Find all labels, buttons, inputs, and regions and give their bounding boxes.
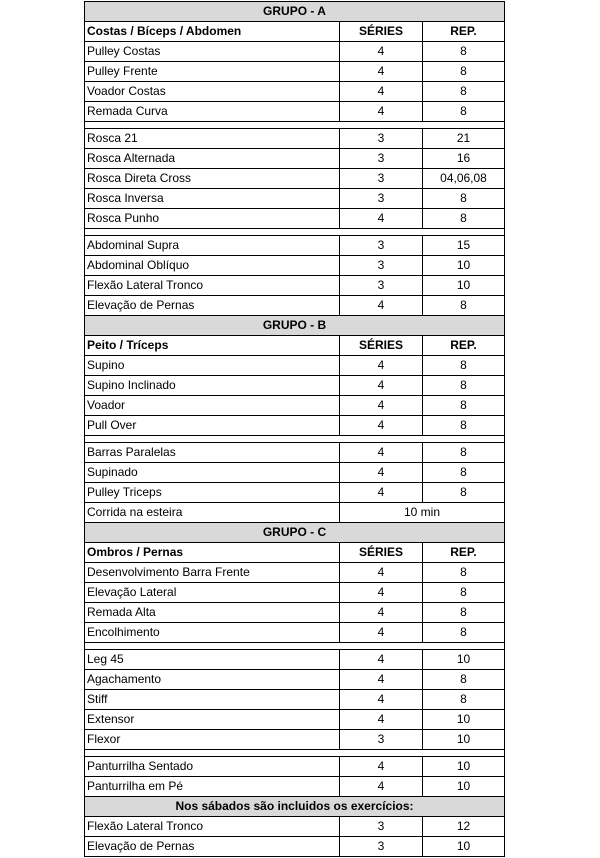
exercise-name: Flexão Lateral Tronco (85, 817, 340, 836)
exercise-reps: 8 (460, 64, 467, 78)
group-title: GRUPO - A (263, 4, 326, 18)
exercise-reps: 10 (456, 712, 471, 726)
exercise-series: 4 (340, 710, 423, 729)
exercise-series: 4 (340, 623, 423, 642)
exercise-name: Elevação de Pernas (85, 837, 340, 856)
exercise-duration: 10 min (403, 505, 441, 519)
exercise-name: Rosca 21 (85, 129, 340, 148)
exercise-reps: 04,06,08 (440, 171, 487, 185)
exercise-series: 3 (340, 189, 423, 208)
exercise-name: Flexão Lateral Tronco (85, 276, 340, 295)
exercise-reps: 8 (460, 358, 467, 372)
exercise-name: Barras Paralelas (85, 443, 340, 462)
exercise-name: Supinado (85, 463, 340, 482)
exercise-reps: 10 (456, 258, 471, 272)
exercise-series: 3 (340, 730, 423, 749)
exercise-series: 3 (340, 169, 423, 188)
exercise-series: 4 (340, 690, 423, 709)
workout-table (84, 1, 505, 857)
exercise-series: 4 (340, 650, 423, 669)
exercise-row (84, 149, 505, 169)
exercise-reps: 12 (456, 819, 471, 833)
exercise-reps: 16 (456, 151, 471, 165)
exercise-name: Elevação de Pernas (85, 296, 340, 315)
exercise-reps: 8 (460, 625, 467, 639)
exercise-series: 3 (340, 276, 423, 295)
exercise-row (84, 169, 505, 189)
exercise-name: Leg 45 (85, 650, 340, 669)
exercise-name: Abdominal Supra (85, 236, 340, 255)
exercise-row (84, 416, 505, 436)
exercise-reps: 8 (460, 378, 467, 392)
exercise-series: 4 (340, 296, 423, 315)
exercise-reps: 10 (456, 779, 471, 793)
exercise-name: Stiff (85, 690, 340, 709)
exercise-name: Rosca Direta Cross (85, 169, 340, 188)
exercise-series: 4 (340, 670, 423, 689)
exercise-series: 4 (340, 563, 423, 582)
exercise-row (84, 256, 505, 276)
exercise-row (84, 670, 505, 690)
exercise-reps: 15 (456, 238, 471, 252)
exercise-series: 4 (340, 463, 423, 482)
muscle-group-label: Costas / Bíceps / Abdomen (85, 22, 340, 41)
exercise-row (84, 443, 505, 463)
exercise-row (84, 189, 505, 209)
exercise-reps: 8 (460, 672, 467, 686)
exercise-series: 4 (340, 209, 423, 228)
exercise-row (84, 817, 505, 837)
exercise-name: Pulley Frente (85, 62, 340, 81)
exercise-row (84, 650, 505, 670)
exercise-reps: 8 (460, 485, 467, 499)
exercise-row (84, 102, 505, 122)
exercise-series: 4 (340, 396, 423, 415)
exercise-reps: 8 (460, 104, 467, 118)
exercise-name: Remada Alta (85, 603, 340, 622)
exercise-name: Voador Costas (85, 82, 340, 101)
group-title-row (84, 316, 505, 336)
table-header-row (84, 336, 505, 356)
exercise-reps: 8 (460, 565, 467, 579)
group-title-row (84, 1, 505, 22)
block-separator (84, 750, 505, 757)
exercise-row (84, 777, 505, 797)
exercise-series: 4 (340, 82, 423, 101)
exercise-name: Pull Over (85, 416, 340, 435)
series-column-header: SÉRIES (340, 336, 423, 355)
exercise-name: Panturrilha em Pé (85, 777, 340, 796)
group-title: Nos sábados são incluidos os exercícios: (175, 799, 414, 813)
exercise-name: Abdominal Oblíquo (85, 256, 340, 275)
block-separator (84, 643, 505, 650)
exercise-reps: 10 (456, 732, 471, 746)
table-header-row (84, 22, 505, 42)
exercise-row (84, 236, 505, 256)
reps-column-header: REP. (450, 24, 477, 38)
exercise-series: 3 (340, 837, 423, 856)
exercise-name: Supino Inclinado (85, 376, 340, 395)
exercise-series: 3 (340, 256, 423, 275)
exercise-reps: 10 (456, 759, 471, 773)
exercise-reps: 21 (456, 131, 471, 145)
exercise-reps: 8 (460, 418, 467, 432)
exercise-row (84, 356, 505, 376)
exercise-series: 3 (340, 129, 423, 148)
exercise-row (84, 837, 505, 857)
exercise-row (84, 623, 505, 643)
exercise-series: 4 (340, 443, 423, 462)
reps-column-header: REP. (450, 545, 477, 559)
exercise-row (84, 603, 505, 623)
exercise-name: Encolhimento (85, 623, 340, 642)
exercise-name: Corrida na esteira (85, 503, 340, 522)
exercise-name: Pulley Triceps (85, 483, 340, 502)
exercise-name: Rosca Punho (85, 209, 340, 228)
group-title: GRUPO - C (262, 525, 327, 539)
exercise-series: 4 (340, 416, 423, 435)
exercise-name: Rosca Inversa (85, 189, 340, 208)
exercise-name: Rosca Alternada (85, 149, 340, 168)
exercise-row (84, 396, 505, 416)
exercise-series: 3 (340, 236, 423, 255)
table-header-row (84, 543, 505, 563)
muscle-group-label: Ombros / Pernas (85, 543, 340, 562)
exercise-reps: 8 (460, 692, 467, 706)
exercise-name: Supino (85, 356, 340, 375)
exercise-row (84, 690, 505, 710)
reps-column-header: REP. (450, 338, 477, 352)
exercise-row (84, 583, 505, 603)
exercise-name: Voador (85, 396, 340, 415)
exercise-reps: 8 (460, 298, 467, 312)
exercise-reps: 8 (460, 605, 467, 619)
exercise-reps: 8 (460, 585, 467, 599)
saturday-title-row (84, 797, 505, 817)
exercise-series: 4 (340, 376, 423, 395)
exercise-row (84, 463, 505, 483)
block-separator (84, 229, 505, 236)
exercise-name: Desenvolvimento Barra Frente (85, 563, 340, 582)
exercise-row (84, 503, 505, 523)
exercise-reps: 8 (460, 465, 467, 479)
exercise-reps: 8 (460, 84, 467, 98)
series-column-header: SÉRIES (340, 22, 423, 41)
exercise-series: 4 (340, 42, 423, 61)
exercise-name: Remada Curva (85, 102, 340, 121)
exercise-row (84, 209, 505, 229)
exercise-series: 3 (340, 817, 423, 836)
group-title: GRUPO - B (262, 318, 327, 332)
exercise-name: Extensor (85, 710, 340, 729)
group-title-row (84, 523, 505, 543)
exercise-reps: 10 (456, 652, 471, 666)
exercise-reps: 8 (460, 211, 467, 225)
exercise-series: 4 (340, 102, 423, 121)
exercise-series: 4 (340, 777, 423, 796)
exercise-row (84, 276, 505, 296)
exercise-series: 4 (340, 356, 423, 375)
exercise-name: Agachamento (85, 670, 340, 689)
exercise-series: 4 (340, 603, 423, 622)
exercise-reps: 8 (460, 191, 467, 205)
exercise-row (84, 730, 505, 750)
exercise-row (84, 129, 505, 149)
exercise-reps: 8 (460, 44, 467, 58)
exercise-series: 4 (340, 483, 423, 502)
exercise-series: 3 (340, 149, 423, 168)
exercise-reps: 8 (460, 398, 467, 412)
exercise-row (84, 757, 505, 777)
exercise-name: Elevação Lateral (85, 583, 340, 602)
exercise-series: 4 (340, 583, 423, 602)
exercise-name: Flexor (85, 730, 340, 749)
exercise-row (84, 42, 505, 62)
exercise-series: 4 (340, 757, 423, 776)
block-separator (84, 122, 505, 129)
exercise-name: Pulley Costas (85, 42, 340, 61)
exercise-row (84, 296, 505, 316)
exercise-row (84, 376, 505, 396)
exercise-row (84, 563, 505, 583)
exercise-reps: 8 (460, 445, 467, 459)
exercise-reps: 10 (456, 839, 471, 853)
exercise-row (84, 62, 505, 82)
series-column-header: SÉRIES (340, 543, 423, 562)
block-separator (84, 436, 505, 443)
muscle-group-label: Peito / Tríceps (85, 336, 340, 355)
exercise-name: Panturrilha Sentado (85, 757, 340, 776)
exercise-reps: 10 (456, 278, 471, 292)
exercise-row (84, 483, 505, 503)
exercise-row (84, 82, 505, 102)
exercise-series: 4 (340, 62, 423, 81)
exercise-row (84, 710, 505, 730)
